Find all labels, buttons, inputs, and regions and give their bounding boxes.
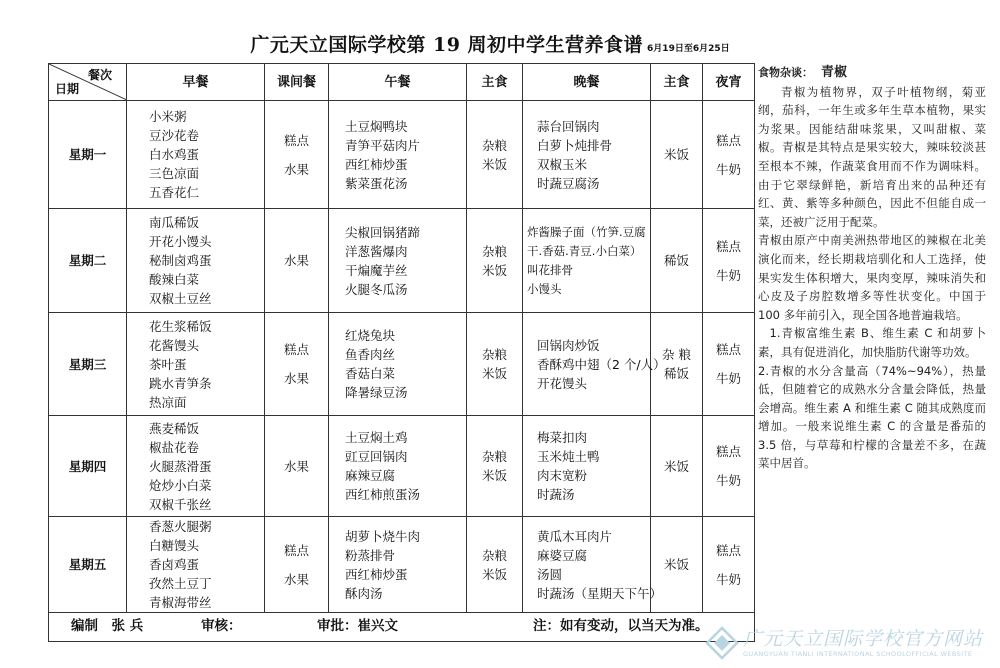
dinner-cell-item: 黄瓜木耳肉片	[537, 528, 613, 544]
lunch-staple-cell-item: 米饭	[481, 468, 507, 483]
snack-cell-item: 水果	[283, 161, 309, 177]
lunch-cell	[329, 313, 467, 416]
title-row	[0, 30, 980, 57]
night-snack-cell-item: 牛奶	[715, 161, 741, 177]
lunch-staple-cell	[467, 517, 523, 613]
dinner-staple-cell-item: 杂 粮	[662, 347, 691, 362]
snack-cell-item: 水果	[283, 253, 309, 268]
footer-note: 注：如有变动，以当天为准。	[533, 618, 709, 634]
dinner-staple-cell	[651, 416, 703, 517]
night-snack-cell-item: 糕点	[715, 444, 741, 459]
lunch-cell-item: 尖椒回锅猪蹄	[345, 224, 421, 240]
night-snack-cell-item: 糕点	[715, 542, 741, 558]
col-header-dinner-staple: 主食	[651, 64, 703, 101]
breakfast-cell	[127, 313, 265, 416]
page-title: 广元天立国际学校第 19 周初中学生营养食谱	[250, 34, 644, 56]
menu-table	[48, 63, 755, 642]
day-row	[49, 517, 755, 613]
breakfast-cell-item: 南瓜稀饭	[149, 215, 200, 230]
lunch-cell-item: 西红柿炒蛋	[345, 156, 408, 172]
breakfast-cell-item: 香卤鸡蛋	[149, 557, 200, 572]
dinner-cell-item: 蒜台回锅肉	[537, 118, 600, 134]
breakfast-cell-item: 孜然土豆丁	[149, 576, 212, 591]
night-snack-cell	[703, 416, 755, 517]
breakfast-cell-item: 花生浆稀饭	[149, 318, 212, 334]
lunch-cell-item: 鱼香肉丝	[345, 347, 396, 362]
dinner-cell-item: 干.香菇.青豆.小白菜）	[527, 243, 642, 258]
lunch-cell-item: 西红柿炒蛋	[345, 566, 408, 582]
dinner-cell-item: 叫花排骨	[527, 262, 573, 277]
night-snack-cell-item: 糕点	[715, 132, 741, 148]
lunch-cell	[329, 101, 467, 209]
breakfast-cell-item: 小米粥	[149, 109, 187, 124]
lunch-cell-item: 豇豆回锅肉	[345, 449, 408, 464]
lunch-staple-cell	[467, 416, 523, 517]
dinner-cell-item: 香酥鸡中翅（2 个/人）	[537, 356, 666, 372]
snack-cell-item: 糕点	[283, 132, 309, 148]
lunch-staple-cell-item: 米饭	[481, 262, 507, 278]
menu-body	[49, 101, 755, 613]
snack-cell-item: 水果	[283, 571, 309, 587]
breakfast-cell	[127, 416, 265, 517]
breakfast-cell-item: 跳水青笋条	[149, 375, 212, 391]
dinner-staple-cell-item: 米饭	[663, 458, 689, 474]
breakfast-cell-item: 秘制卤鸡蛋	[149, 253, 212, 268]
lunch-cell	[329, 209, 467, 313]
snack-cell-item: 水果	[283, 458, 309, 474]
breakfast-cell-item: 豆沙花卷	[149, 128, 200, 143]
school-logo-icon	[705, 626, 739, 660]
footer-row	[49, 613, 755, 642]
dinner-staple-cell	[651, 209, 703, 313]
dinner-cell-item: 双椒玉米	[537, 156, 588, 172]
breakfast-cell	[127, 517, 265, 613]
breakfast-cell-item: 开花小馒头	[149, 234, 212, 249]
night-snack-cell-item: 糕点	[715, 342, 741, 357]
lunch-staple-cell	[467, 101, 523, 209]
header-corner	[49, 64, 127, 101]
breakfast-cell-item: 花酱馒头	[149, 337, 200, 353]
breakfast-cell-item: 燕麦稀饭	[149, 420, 200, 436]
lunch-cell-item: 酥肉汤	[345, 585, 383, 601]
lunch-cell-item: 紫菜蛋花汤	[345, 175, 408, 191]
breakfast-cell-item: 青椒海带丝	[149, 595, 212, 610]
col-header-night: 夜宵	[703, 64, 755, 101]
dinner-cell-item: 汤圆	[537, 566, 563, 582]
lunch-cell-item: 粉蒸排骨	[345, 547, 396, 563]
snack-cell-item: 糕点	[283, 542, 309, 558]
breakfast-cell-item: 双椒千张丝	[149, 496, 212, 512]
footer-approver: 审批：崔兴文	[317, 618, 398, 634]
breakfast-cell-item: 白水鸡蛋	[149, 147, 200, 162]
day-label: 星期二	[49, 209, 127, 313]
breakfast-cell-item: 双椒土豆丝	[149, 291, 212, 306]
breakfast-cell-item: 白糖馒头	[149, 538, 200, 553]
dinner-cell-item: 肉末宽粉	[537, 468, 588, 483]
sidebar-heading: 食物杂谈：	[758, 66, 813, 79]
sidebar-paragraph: 青椒为植物界，双子叶植物纲，菊亚纲，茄科，一年生或多年生草本植物，果实为浆果。因能结甜味浆果，又叫甜椒、菜椒。青椒是其特点是果实较大，辣味较淡甚至根本不辣，作蔬菜食用而不作为调味料。由于它翠绿鲜艳，新培育出来的品种还有红、黄、紫等多种颜色，因此不但能自成一菜，还被广泛用于配菜。	[758, 84, 986, 229]
lunch-staple-cell	[467, 209, 523, 313]
dinner-cell-item: 玉米炖土鸭	[537, 449, 600, 464]
night-snack-cell	[703, 313, 755, 416]
night-snack-cell-item: 牛奶	[715, 473, 741, 488]
lunch-staple-cell	[467, 313, 523, 416]
col-header-breakfast: 早餐	[127, 64, 265, 101]
footer-maker: 编制 张 兵	[71, 618, 144, 634]
watermark-en: GUANGYUAN TIANLI INTERNATIONAL SCHOOLOFFICIAL WEBSITE	[743, 650, 973, 658]
lunch-staple-cell-item: 杂粮	[481, 547, 507, 563]
breakfast-cell-item: 椒盐花卷	[149, 439, 200, 455]
dinner-staple-cell-item: 米饭	[663, 147, 689, 162]
dinner-cell	[523, 101, 651, 209]
lunch-cell-item: 青笋平菇肉片	[345, 137, 421, 153]
breakfast-cell-item: 三色凉面	[149, 166, 200, 181]
lunch-staple-cell-item: 杂粮	[481, 347, 507, 362]
meal-label: 餐次	[87, 68, 112, 82]
page-subtitle: 6月19日至6月25日	[647, 44, 730, 54]
lunch-cell-item: 红烧兔块	[345, 328, 396, 343]
dinner-cell	[523, 313, 666, 416]
dinner-cell-item: 炸酱臊子面（竹笋.豆腐	[527, 224, 646, 239]
dinner-cell-item: 时蔬豆腐汤	[537, 175, 600, 191]
lunch-cell-item: 土豆焖土鸡	[345, 430, 408, 445]
lunch-cell-item: 火腿冬瓜汤	[345, 281, 408, 297]
breakfast-cell-item: 火腿蒸滑蛋	[149, 458, 212, 474]
date-label: 日期	[55, 82, 80, 96]
day-label: 星期三	[49, 313, 127, 416]
night-snack-cell-item: 牛奶	[715, 571, 741, 587]
website-watermark	[705, 622, 995, 666]
dinner-staple-cell-item: 稀饭	[663, 253, 689, 268]
night-snack-cell	[703, 517, 755, 613]
snack-cell	[265, 517, 329, 613]
footer-reviewer: 审核：	[201, 618, 242, 634]
dinner-cell-item: 小馒头	[527, 281, 562, 296]
night-snack-cell	[703, 101, 755, 209]
night-snack-cell-item: 牛奶	[715, 267, 741, 283]
dinner-cell	[523, 416, 651, 517]
day-label: 星期一	[49, 101, 127, 209]
breakfast-cell	[127, 101, 265, 209]
sidebar-paragraph: 1.青椒富维生素 B、维生素 C 和胡萝卜素，具有促进消化，加快脂肪代谢等功效。	[758, 326, 986, 359]
lunch-cell	[329, 517, 467, 613]
dinner-staple-cell-item: 米饭	[663, 557, 689, 572]
snack-cell	[265, 416, 329, 517]
col-header-dinner: 晚餐	[523, 64, 651, 101]
snack-cell-item: 水果	[283, 371, 309, 386]
lunch-cell-item: 土豆焖鸭块	[345, 118, 408, 134]
lunch-cell-item: 降暑绿豆汤	[345, 385, 408, 400]
night-snack-cell	[703, 209, 755, 313]
snack-cell-item: 糕点	[283, 342, 309, 357]
sidebar-paragraph: 2.青椒的水分含量高（74%~94%），热量低，但随着它的成熟水分含量会降低，热量会增高。维生素 A 和维生素 C 随其成熟度而增加。一般来说维生素 C 的含量是番茄的 3.5 倍，与草莓和柠檬的含量差不多，在蔬菜中居首。	[758, 363, 986, 471]
dinner-staple-cell	[651, 101, 703, 209]
header-row	[49, 64, 755, 101]
col-header-snack: 课间餐	[265, 64, 329, 101]
breakfast-cell-item: 茶叶蛋	[149, 356, 187, 372]
sidebar-food-name: 青椒	[821, 65, 848, 80]
lunch-cell-item: 西红柿煎蛋汤	[345, 487, 421, 502]
lunch-cell-item: 香菇白菜	[345, 366, 396, 381]
lunch-cell-item: 麻辣豆腐	[345, 468, 396, 483]
dinner-cell-item: 白萝卜炖排骨	[537, 137, 613, 153]
lunch-cell-item: 干煸魔芋丝	[345, 262, 408, 278]
lunch-staple-cell-item: 米饭	[481, 366, 507, 381]
lunch-staple-cell-item: 米饭	[481, 156, 507, 172]
snack-cell	[265, 209, 329, 313]
night-snack-cell-item: 牛奶	[715, 371, 741, 386]
day-row	[49, 416, 755, 517]
sidebar-paragraph: 青椒由原产中南美洲热带地区的辣椒在北美演化而来，经长期栽培驯化和人工选择，使果实发生体积增大，果肉变厚，辣味消失和心皮及子房腔数增多等性状变化。中国于 100 多年前引入，现全国各地普遍栽培。	[758, 233, 986, 322]
sidebar-heading-line	[758, 63, 986, 83]
day-row	[49, 101, 755, 209]
watermark-cn: 广元天立国际学校官方网站	[743, 628, 984, 650]
lunch-staple-cell-item: 杂粮	[481, 137, 507, 153]
dinner-cell-item: 时蔬汤（星期天下午）	[537, 585, 663, 601]
lunch-cell	[329, 416, 467, 517]
col-header-lunch-staple: 主食	[467, 64, 523, 101]
breakfast-cell-item: 热凉面	[149, 394, 187, 410]
lunch-staple-cell-item: 杂粮	[481, 449, 507, 464]
breakfast-cell-item: 酸辣白菜	[149, 272, 200, 287]
dinner-staple-cell-item: 稀饭	[663, 366, 689, 381]
lunch-cell-item: 洋葱酱爆肉	[345, 243, 408, 259]
breakfast-cell-item: 香葱火腿粥	[149, 519, 212, 534]
lunch-staple-cell-item: 杂粮	[481, 243, 507, 259]
col-header-lunch: 午餐	[329, 64, 467, 101]
breakfast-cell-item: 五香花仁	[149, 185, 200, 200]
lunch-cell-item: 胡萝卜烧牛肉	[345, 528, 421, 544]
dinner-cell-item: 梅菜扣肉	[537, 430, 588, 445]
breakfast-cell	[127, 209, 265, 313]
day-label: 星期四	[49, 416, 127, 517]
day-row	[49, 209, 755, 313]
footer-cell	[49, 613, 755, 642]
food-talk-sidebar	[758, 63, 986, 473]
dinner-cell	[523, 209, 651, 313]
dinner-cell-item: 开花馒头	[537, 375, 588, 391]
breakfast-cell-item: 炝炒小白菜	[149, 477, 212, 493]
snack-cell	[265, 313, 329, 416]
night-snack-cell-item: 糕点	[715, 238, 741, 254]
dinner-cell-item: 时蔬汤	[537, 487, 575, 502]
day-row	[49, 313, 755, 416]
lunch-staple-cell-item: 米饭	[481, 566, 507, 582]
dinner-cell-item: 回锅肉炒饭	[537, 337, 600, 353]
dinner-cell-item: 麻婆豆腐	[537, 547, 588, 563]
day-label: 星期五	[49, 517, 127, 613]
snack-cell	[265, 101, 329, 209]
dinner-cell	[523, 517, 663, 613]
